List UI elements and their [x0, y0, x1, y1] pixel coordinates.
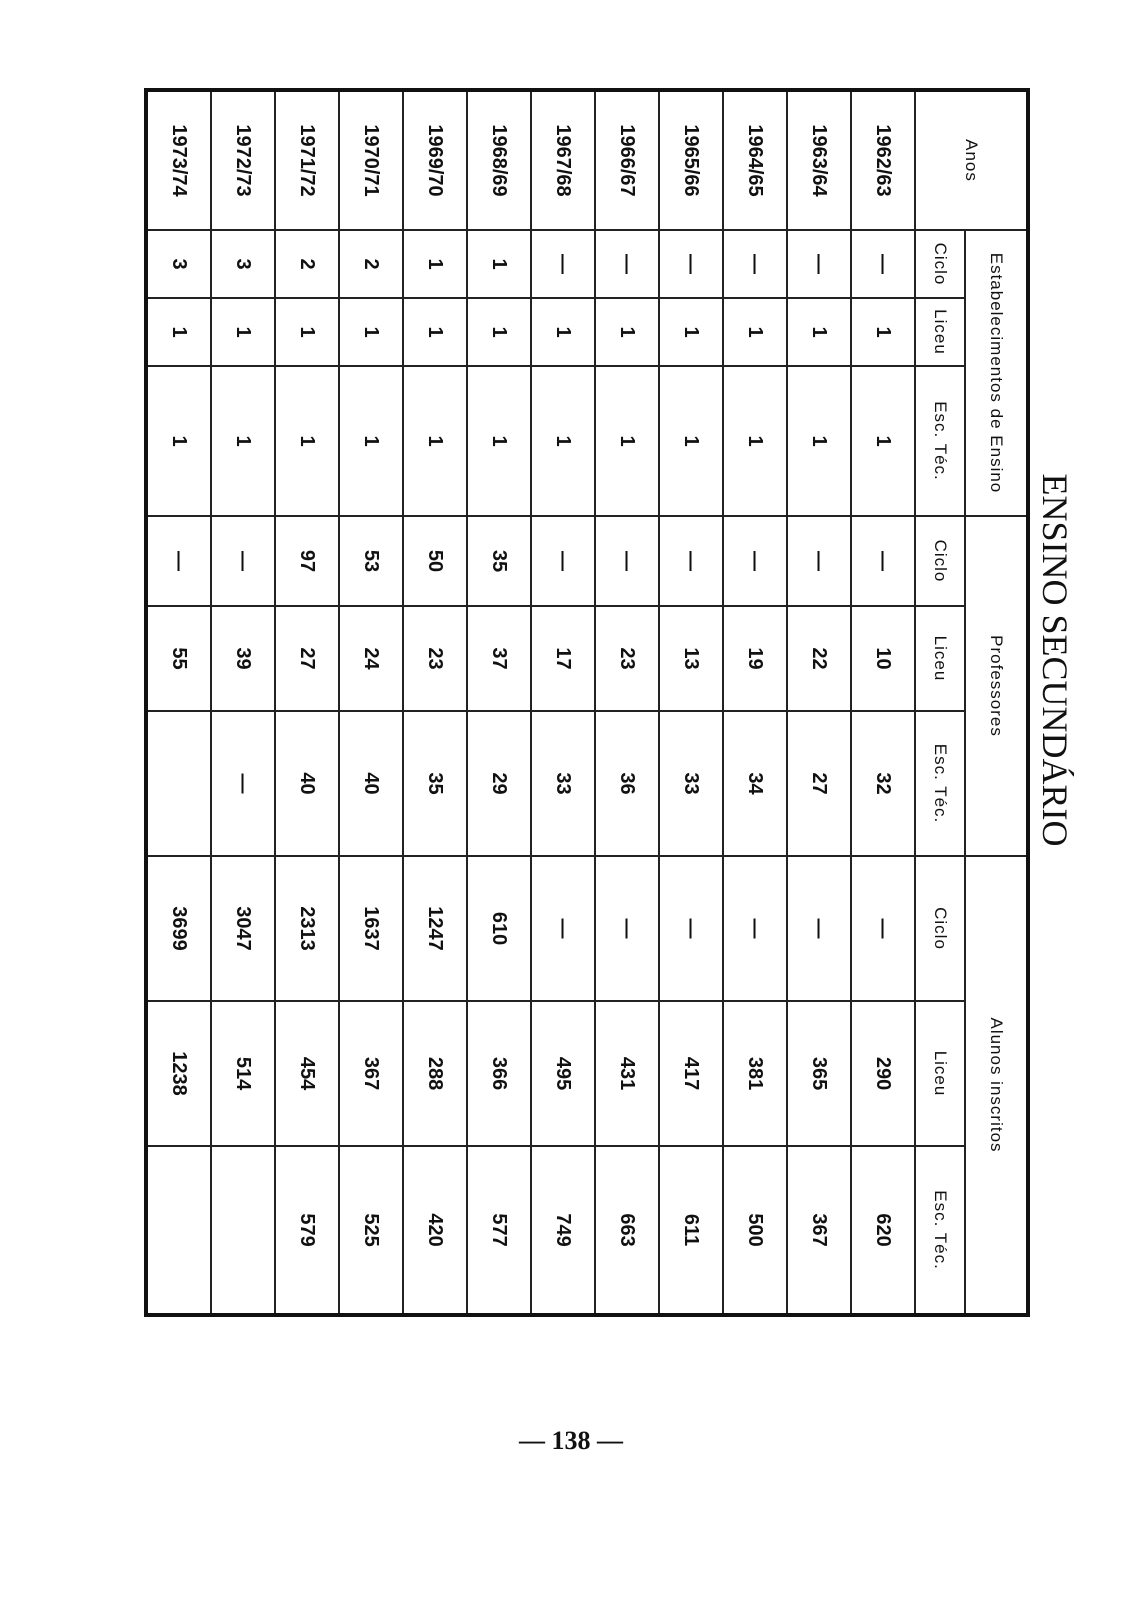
value-cell: 23	[403, 606, 467, 711]
value-cell: 2313	[275, 856, 339, 1001]
value-cell: 749	[531, 1146, 595, 1315]
year-cell: 1971/72	[275, 90, 339, 230]
table-body	[146, 90, 915, 1315]
value-cell	[146, 711, 211, 856]
value-cell: 290	[851, 1001, 915, 1146]
table-row	[467, 90, 531, 1315]
value-cell: —	[531, 856, 595, 1001]
value-cell: 3	[211, 230, 275, 298]
value-cell: —	[851, 516, 915, 606]
table-rotor	[150, 88, 1030, 1313]
value-cell: 50	[403, 516, 467, 606]
value-cell: 663	[595, 1146, 659, 1315]
value-cell: 431	[595, 1001, 659, 1146]
year-column-header: Anos	[915, 90, 1028, 230]
year-cell: 1968/69	[467, 90, 531, 230]
value-cell: 577	[467, 1146, 531, 1315]
sub-header-students-esc-tec: Esc. Téc.	[915, 1146, 965, 1315]
header-group-row	[965, 90, 1028, 1315]
value-cell: 35	[403, 711, 467, 856]
year-cell: 1970/71	[339, 90, 403, 230]
value-cell: 367	[787, 1146, 851, 1315]
value-cell: 417	[659, 1001, 723, 1146]
sub-header-teachers-liceu: Liceu	[915, 606, 965, 711]
value-cell: —	[723, 516, 787, 606]
value-cell: 1	[851, 298, 915, 366]
value-cell: 35	[467, 516, 531, 606]
value-cell: 1247	[403, 856, 467, 1001]
value-cell: 40	[339, 711, 403, 856]
value-cell: 495	[531, 1001, 595, 1146]
sub-header-teachers-esc-tec: Esc. Téc.	[915, 711, 965, 856]
value-cell: 17	[531, 606, 595, 711]
value-cell: 3699	[146, 856, 211, 1001]
group-header-establishments: Estabelecimentos de Ensino	[965, 230, 1028, 516]
value-cell: —	[787, 856, 851, 1001]
sub-header-students-ciclo: Ciclo	[915, 856, 965, 1001]
value-cell: 13	[659, 606, 723, 711]
value-cell: 23	[595, 606, 659, 711]
value-cell: 2	[339, 230, 403, 298]
value-cell: 2	[275, 230, 339, 298]
value-cell: 381	[723, 1001, 787, 1146]
value-cell: 22	[787, 606, 851, 711]
value-cell: 1	[659, 366, 723, 516]
year-cell: 1964/65	[723, 90, 787, 230]
table-row	[403, 90, 467, 1315]
value-cell: —	[659, 516, 723, 606]
value-cell: 620	[851, 1146, 915, 1315]
table-row	[659, 90, 723, 1315]
value-cell: 1	[467, 366, 531, 516]
year-cell: 1966/67	[595, 90, 659, 230]
value-cell: 500	[723, 1146, 787, 1315]
value-cell: 3	[146, 230, 211, 298]
value-cell: 1	[723, 298, 787, 366]
page-number: — 138 —	[519, 1426, 623, 1455]
value-cell: —	[211, 711, 275, 856]
value-cell: 1	[339, 298, 403, 366]
value-cell: 10	[851, 606, 915, 711]
year-cell: 1972/73	[211, 90, 275, 230]
value-cell: 1	[467, 298, 531, 366]
value-cell: 366	[467, 1001, 531, 1146]
value-cell: —	[851, 856, 915, 1001]
value-cell: —	[595, 856, 659, 1001]
value-cell: 454	[275, 1001, 339, 1146]
value-cell: 39	[211, 606, 275, 711]
value-cell: —	[659, 230, 723, 298]
value-cell: 1	[146, 298, 211, 366]
value-cell: 1	[531, 366, 595, 516]
value-cell: 1	[403, 230, 467, 298]
value-cell: 29	[467, 711, 531, 856]
value-cell: —	[787, 230, 851, 298]
table-row	[851, 90, 915, 1315]
sub-header-students-liceu: Liceu	[915, 1001, 965, 1146]
value-cell: 40	[275, 711, 339, 856]
value-cell: 27	[275, 606, 339, 711]
value-cell: 610	[467, 856, 531, 1001]
table-row	[211, 90, 275, 1315]
value-cell: 1238	[146, 1001, 211, 1146]
value-cell: 1	[403, 298, 467, 366]
value-cell: 1	[275, 298, 339, 366]
table-row	[339, 90, 403, 1315]
value-cell: 1	[595, 366, 659, 516]
value-cell: 55	[146, 606, 211, 711]
value-cell: 53	[339, 516, 403, 606]
value-cell: 37	[467, 606, 531, 711]
year-cell: 1965/66	[659, 90, 723, 230]
value-cell: 32	[851, 711, 915, 856]
table-row	[787, 90, 851, 1315]
value-cell: 579	[275, 1146, 339, 1315]
group-header-teachers: Professores	[965, 516, 1028, 856]
value-cell: 1	[339, 366, 403, 516]
sub-header-establishments-esc-tec: Esc. Téc.	[915, 366, 965, 516]
header-sub-row	[915, 90, 965, 1315]
sub-header-teachers-ciclo: Ciclo	[915, 516, 965, 606]
value-cell: 1	[787, 366, 851, 516]
value-cell: 33	[659, 711, 723, 856]
value-cell: —	[723, 230, 787, 298]
value-cell: 1	[851, 366, 915, 516]
value-cell: 514	[211, 1001, 275, 1146]
value-cell: —	[851, 230, 915, 298]
value-cell: 36	[595, 711, 659, 856]
value-cell: —	[595, 516, 659, 606]
table-row	[723, 90, 787, 1315]
page-title: ENSINO SECUNDÁRIO	[1035, 473, 1075, 847]
value-cell: 288	[403, 1001, 467, 1146]
year-cell: 1967/68	[531, 90, 595, 230]
sub-header-establishments-ciclo: Ciclo	[915, 230, 965, 298]
value-cell: 367	[339, 1001, 403, 1146]
sub-header-establishments-liceu: Liceu	[915, 298, 965, 366]
value-cell: 365	[787, 1001, 851, 1146]
value-cell: 1	[723, 366, 787, 516]
value-cell: —	[531, 230, 595, 298]
value-cell: —	[723, 856, 787, 1001]
value-cell: 1	[275, 366, 339, 516]
table-row	[146, 90, 211, 1315]
value-cell: 1	[595, 298, 659, 366]
value-cell: 97	[275, 516, 339, 606]
value-cell: 1	[211, 366, 275, 516]
value-cell: 611	[659, 1146, 723, 1315]
value-cell: 1	[659, 298, 723, 366]
value-cell: 1637	[339, 856, 403, 1001]
value-cell: 34	[723, 711, 787, 856]
value-cell: —	[787, 516, 851, 606]
value-cell: —	[211, 516, 275, 606]
year-cell: 1973/74	[146, 90, 211, 230]
value-cell: 1	[403, 366, 467, 516]
secondary-education-table	[144, 88, 1030, 1317]
table-row	[275, 90, 339, 1315]
value-cell: 420	[403, 1146, 467, 1315]
table-row	[531, 90, 595, 1315]
year-cell: 1962/63	[851, 90, 915, 230]
value-cell	[211, 1146, 275, 1315]
value-cell: 525	[339, 1146, 403, 1315]
value-cell: 3047	[211, 856, 275, 1001]
value-cell: —	[595, 230, 659, 298]
value-cell: 24	[339, 606, 403, 711]
value-cell: —	[659, 856, 723, 1001]
value-cell	[146, 1146, 211, 1315]
value-cell: 19	[723, 606, 787, 711]
table-row	[595, 90, 659, 1315]
value-cell: 1	[787, 298, 851, 366]
group-header-students: Alunos inscritos	[965, 856, 1028, 1315]
value-cell: —	[146, 516, 211, 606]
year-cell: 1969/70	[403, 90, 467, 230]
value-cell: 1	[531, 298, 595, 366]
value-cell: —	[531, 516, 595, 606]
value-cell: 1	[211, 298, 275, 366]
year-cell: 1963/64	[787, 90, 851, 230]
value-cell: 33	[531, 711, 595, 856]
value-cell: 1	[467, 230, 531, 298]
table-frame	[150, 88, 1030, 1313]
value-cell: 27	[787, 711, 851, 856]
value-cell: 1	[146, 366, 211, 516]
